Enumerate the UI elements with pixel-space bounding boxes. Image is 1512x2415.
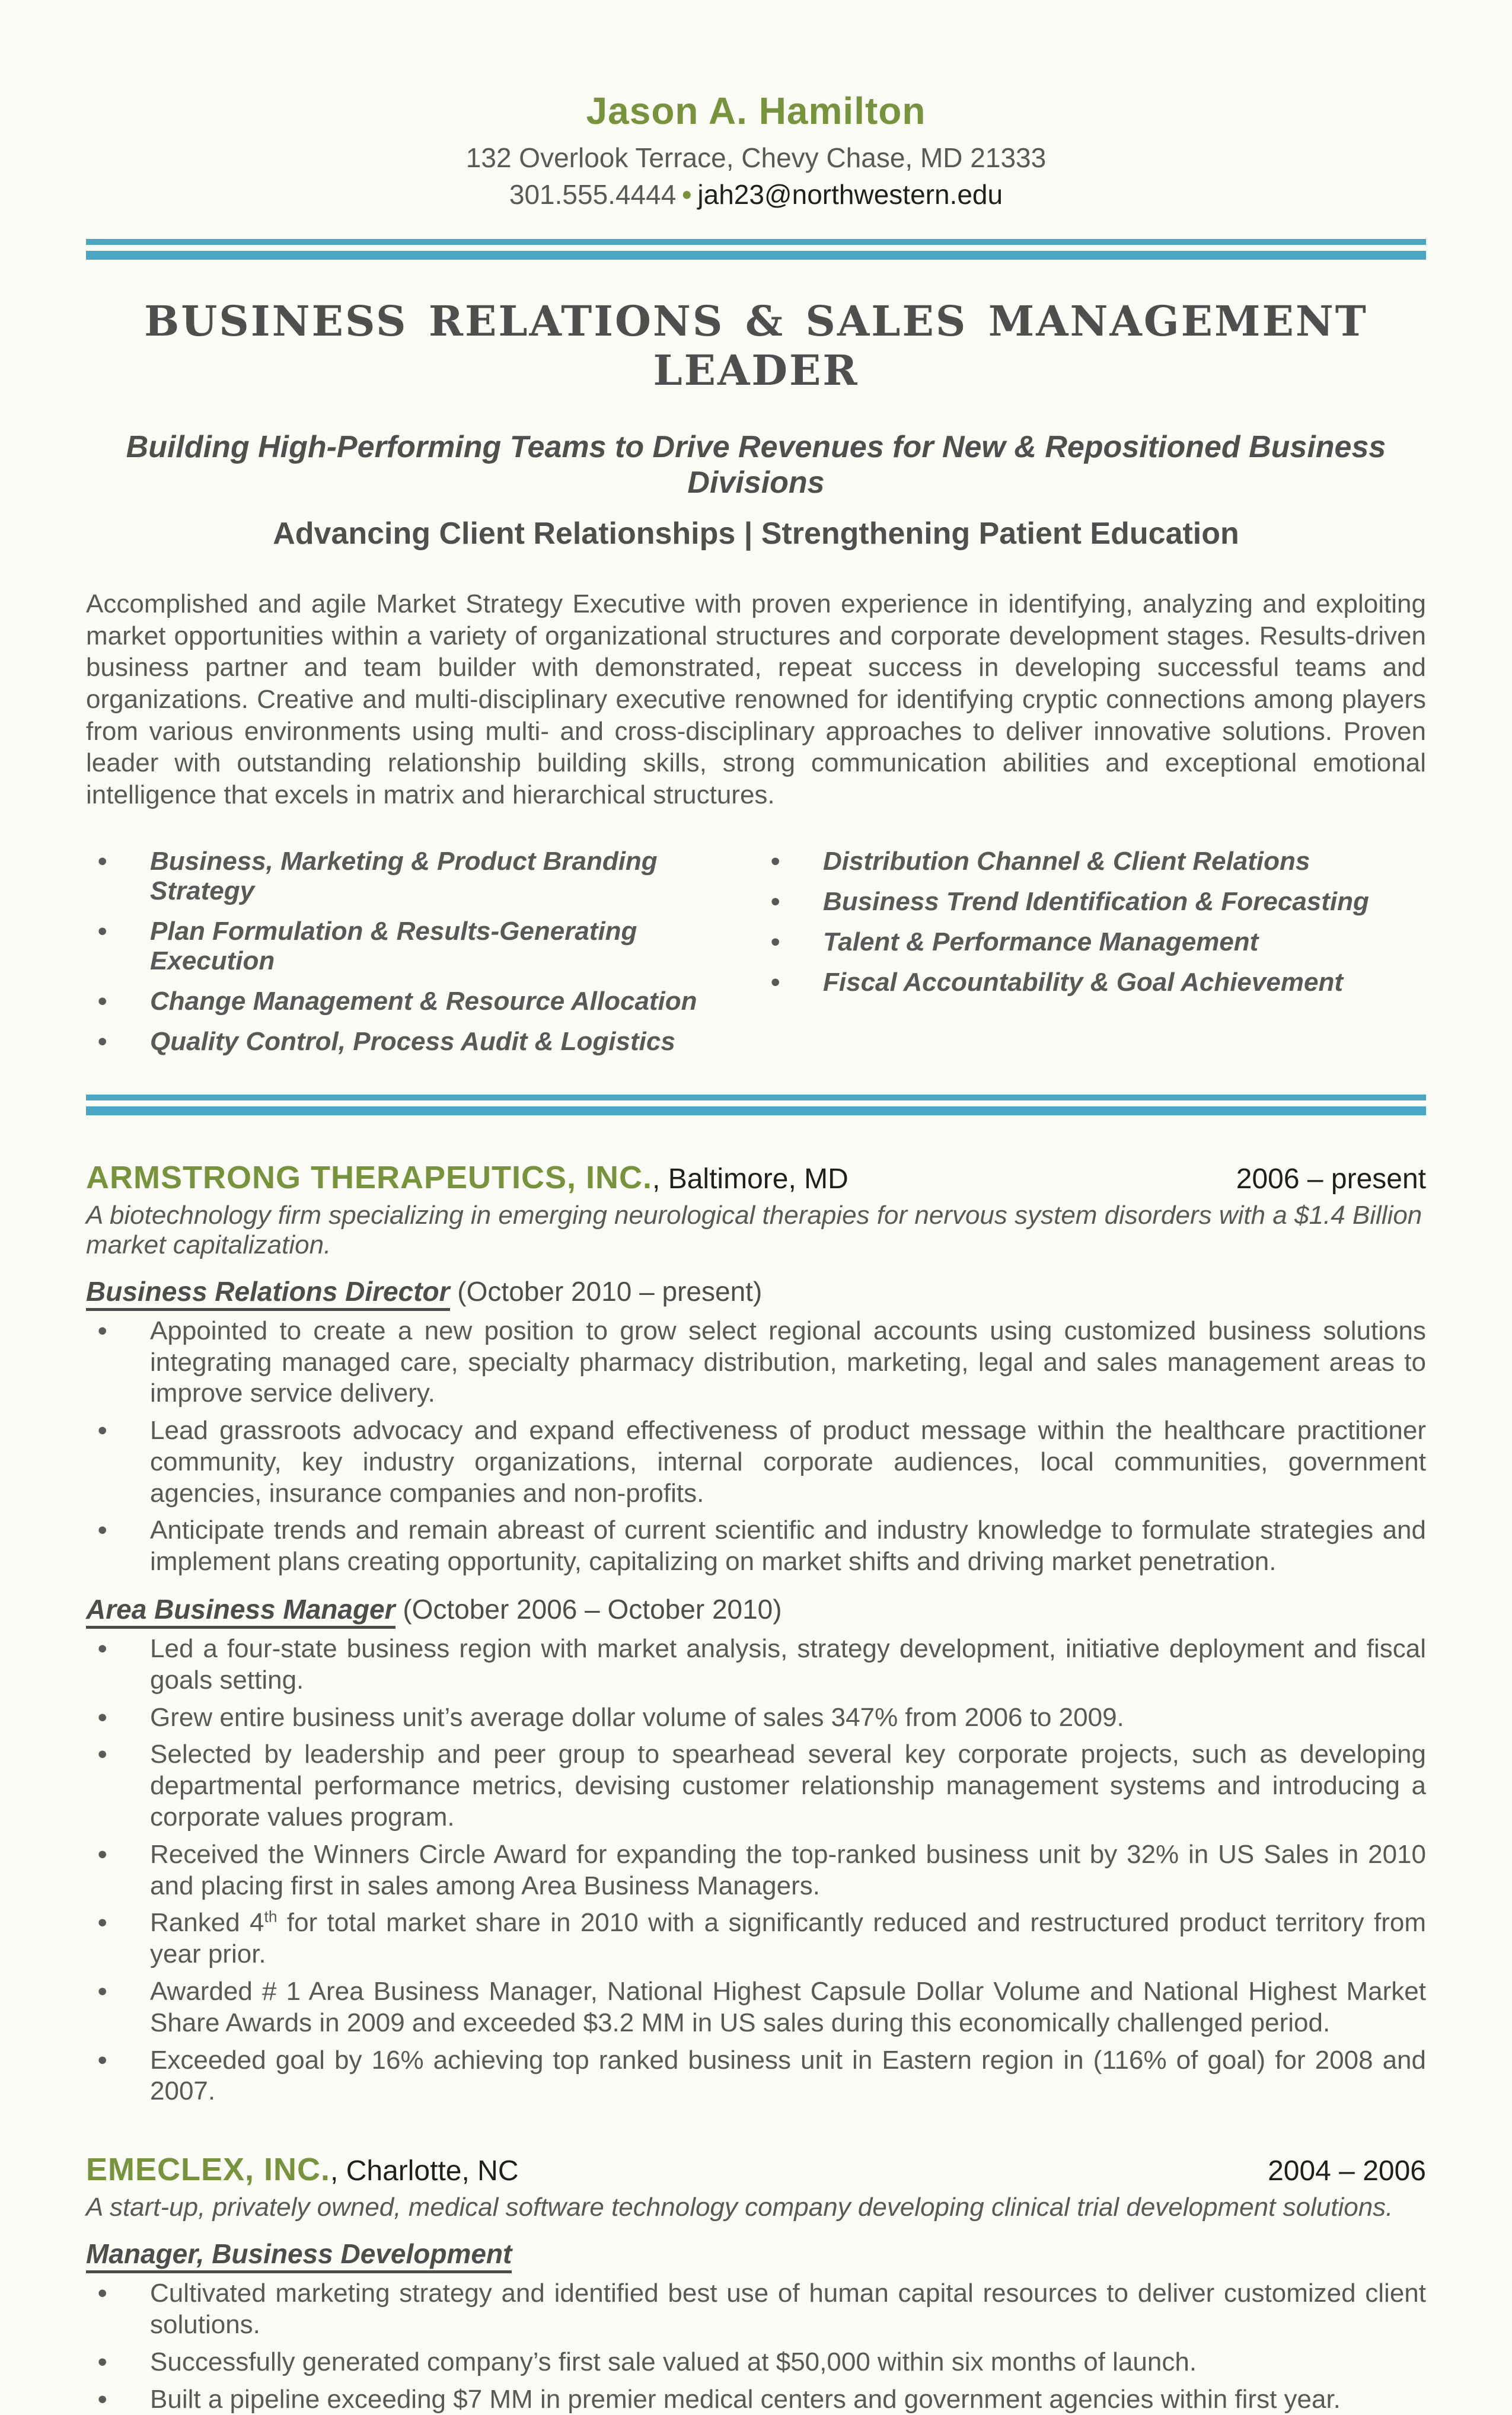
bullet-text: Awarded # 1 Area Business Manager, National Highest Capsule Dollar Volume and National Highest Market Share Awards in 2009 and exceeded $3.2 MM in US sales during this economically challenged period. bbox=[150, 1977, 1426, 2037]
bullet-item bbox=[98, 1976, 1426, 2039]
contact-header bbox=[86, 89, 1426, 212]
divider-gap bbox=[86, 1100, 1426, 1106]
bullet-text: Selected by leadership and peer group to spearhead several key corporate projects, such as developing departmental performance metrics, devising customer relationship management systems and introducing a corporate values program. bbox=[150, 1740, 1426, 1832]
bullet-icon: • bbox=[98, 1416, 107, 1446]
bullet-icon: • bbox=[98, 986, 107, 1016]
competency-label: Talent & Performance Management bbox=[823, 927, 1259, 956]
bullet-item bbox=[98, 2045, 1426, 2108]
job-armstrong-therapeutics bbox=[86, 1159, 1426, 2108]
phone-email-line bbox=[86, 178, 1426, 212]
phone-number: 301.555.4444 bbox=[509, 178, 677, 210]
resume-headline: BUSINESS RELATIONS & SALES MANAGEMENT LEADER bbox=[144, 296, 1368, 395]
bullet-text-rest: for total market share in 2010 with a significantly reduced and restructured product territory from year prior. bbox=[150, 1908, 1427, 1969]
email-address: jah23@northwestern.edu bbox=[697, 178, 1003, 210]
role-header bbox=[86, 2238, 1426, 2270]
company-location: , Charlotte, NC bbox=[330, 2155, 519, 2187]
competencies-left-column bbox=[86, 847, 753, 1067]
role-bullet-list bbox=[86, 1634, 1426, 2107]
role-area-business-manager bbox=[86, 1593, 1426, 2107]
bullet-icon: • bbox=[98, 1839, 107, 1869]
list-item bbox=[771, 968, 1426, 997]
bullet-text: Lead grassroots advocacy and expand effectiveness of product message within the healthcare practitioner community, key industry organizations, internal corporate audiences, local communities, government agencies, insurance companies and non-profits. bbox=[150, 1416, 1426, 1508]
bullet-item bbox=[98, 2278, 1426, 2341]
bullet-item bbox=[98, 1634, 1426, 1696]
role-dates: (October 2010 – present) bbox=[449, 1275, 763, 1307]
bullet-icon: • bbox=[98, 916, 107, 946]
bullet-item bbox=[98, 1515, 1426, 1578]
divider-thin-bar bbox=[86, 1095, 1426, 1100]
competency-label: Business, Marketing & Product Branding Strategy bbox=[150, 846, 658, 905]
bullet-item bbox=[98, 1907, 1426, 1970]
ordinal-superscript: th bbox=[264, 1907, 277, 1926]
bullet-text: Successfully generated company’s first sale valued at $50,000 within six months of launch. bbox=[150, 2347, 1197, 2376]
company-location: , Baltimore, MD bbox=[652, 1163, 848, 1195]
bullet-icon: • bbox=[98, 1908, 107, 1938]
bullet-icon: • bbox=[98, 2045, 107, 2075]
role-title: Area Business Manager bbox=[86, 1594, 395, 1629]
role-dates: (October 2006 – October 2010) bbox=[395, 1594, 782, 1625]
list-item bbox=[98, 1027, 753, 1057]
job-dates: 2006 – present bbox=[1236, 1163, 1426, 1195]
role-business-relations-director bbox=[86, 1275, 1426, 1578]
divider-middle bbox=[86, 1095, 1426, 1115]
role-manager-business-development bbox=[86, 2238, 1426, 2415]
bullet-icon: • bbox=[98, 2279, 107, 2308]
bullet-icon: • bbox=[771, 846, 780, 876]
tagline-italic: Building High-Performing Teams to Drive Revenues for New & Repositioned Business Divisions bbox=[126, 430, 1386, 500]
bullet-icon: • bbox=[98, 2384, 107, 2414]
company-description: A start-up, privately owned, medical software technology company developing clinical trial development solutions. bbox=[86, 2193, 1393, 2222]
bullet-icon: • bbox=[98, 1316, 107, 1345]
bullet-item bbox=[98, 1839, 1426, 1902]
job-header bbox=[86, 2151, 1426, 2188]
list-item bbox=[98, 847, 753, 906]
list-item bbox=[771, 927, 1426, 957]
divider-thick-bar bbox=[86, 1106, 1426, 1115]
bullet-icon: • bbox=[98, 1634, 107, 1664]
bullet-item bbox=[98, 1702, 1426, 1734]
job-dates: 2004 – 2006 bbox=[1268, 2155, 1426, 2187]
dot-separator-icon: • bbox=[682, 178, 692, 210]
bullet-text: Anticipate trends and remain abreast of current scientific and industry knowledge to formulate strategies and implement plans creating opportunity, capitalizing on market shifts and driving market penetration. bbox=[150, 1516, 1426, 1577]
bullet-icon: • bbox=[98, 1516, 107, 1545]
competency-label: Change Management & Resource Allocation bbox=[150, 986, 697, 1016]
bullet-icon: • bbox=[98, 1026, 107, 1056]
bullet-icon: • bbox=[98, 1702, 107, 1732]
bullet-text: Received the Winners Circle Award for expanding the top-ranked business unit by 32% in US Sales in 2010 and placing first in sales among Area Business Managers. bbox=[150, 1839, 1426, 1900]
company-description: A biotechnology firm specializing in emerging neurological therapies for nervous system disorders with a $1.4 Billion market capitalization. bbox=[86, 1200, 1422, 1259]
role-bullet-list bbox=[86, 2278, 1426, 2415]
bullet-icon: • bbox=[771, 967, 780, 997]
bullet-text-prefix: Ranked 4 bbox=[150, 1908, 264, 1938]
bullet-text: Grew entire business unit’s average dollar volume of sales 347% from 2006 to 2009. bbox=[150, 1702, 1124, 1732]
company-name: ARMSTRONG THERAPEUTICS, INC. bbox=[86, 1159, 653, 1195]
competency-label: Fiscal Accountability & Goal Achievement bbox=[823, 967, 1343, 997]
summary-paragraph: Accomplished and agile Market Strategy Executive with proven experience in identifying, analyzing and exploiting market opportunities within a variety of organizational structures and corporate development stages. Results-driven business partner and team builder with demonstrated, repeat success in developing successful teams and organizations. Creative and multi-disciplinary executive renowned for identifying cryptic connections among players from various environments using multi- and cross-disciplinary approaches to deliver innovative solutions. Proven leader with outstanding relationship building skills, strong communication abilities and exceptional emotional intelligence that excels in matrix and hierarchical structures. bbox=[86, 589, 1426, 810]
role-header bbox=[86, 1593, 1426, 1625]
job-header bbox=[86, 1159, 1426, 1196]
bullet-item bbox=[98, 1739, 1426, 1833]
bullet-text bbox=[150, 1907, 1426, 1970]
bullet-text: Led a four-state business region with market analysis, strategy development, initiative deployment and fiscal goals setting. bbox=[150, 1634, 1426, 1695]
bullet-icon: • bbox=[98, 846, 107, 876]
role-title: Manager, Business Development bbox=[86, 2238, 512, 2273]
candidate-name: Jason A. Hamilton bbox=[586, 90, 926, 132]
bullet-text: Appointed to create a new position to grow select regional accounts using customized business solutions integrating managed care, specialty pharmacy distribution, marketing, legal and sales management areas to improve service delivery. bbox=[150, 1316, 1426, 1408]
divider-gap bbox=[86, 245, 1426, 251]
job-emeclex bbox=[86, 2151, 1426, 2415]
bullet-icon: • bbox=[771, 886, 780, 916]
bullet-icon: • bbox=[98, 1977, 107, 2006]
competency-label: Distribution Channel & Client Relations bbox=[823, 846, 1310, 876]
bullet-icon: • bbox=[98, 2347, 107, 2376]
bullet-icon: • bbox=[98, 1740, 107, 1769]
bullet-item bbox=[98, 1415, 1426, 1509]
divider-thin-bar bbox=[86, 239, 1426, 245]
competency-label: Business Trend Identification & Forecasting bbox=[823, 886, 1369, 916]
divider-thick-bar bbox=[86, 251, 1426, 260]
company-name: EMECLEX, INC. bbox=[86, 2152, 331, 2188]
tagline-bold: Advancing Client Relationships | Strengthening Patient Education bbox=[273, 516, 1239, 551]
competencies-right-column bbox=[753, 847, 1426, 1067]
bullet-text: Built a pipeline exceeding $7 MM in premier medical centers and government agencies within first year. bbox=[150, 2384, 1341, 2414]
bullet-text: Cultivated marketing strategy and identified best use of human capital resources to deliver customized client solutions. bbox=[150, 2279, 1426, 2340]
list-item bbox=[98, 917, 753, 976]
role-title: Business Relations Director bbox=[86, 1276, 450, 1311]
list-item bbox=[771, 887, 1426, 917]
bullet-item bbox=[98, 2347, 1426, 2378]
role-bullet-list bbox=[86, 1316, 1426, 1578]
address-line: 132 Overlook Terrace, Chevy Chase, MD 21333 bbox=[465, 142, 1047, 173]
role-header bbox=[86, 1275, 1426, 1307]
list-item bbox=[771, 847, 1426, 876]
competency-label: Quality Control, Process Audit & Logistics bbox=[150, 1026, 675, 1056]
competencies-section bbox=[86, 847, 1426, 1067]
bullet-item bbox=[98, 1316, 1426, 1409]
bullet-icon: • bbox=[771, 927, 780, 956]
divider-top bbox=[86, 239, 1426, 260]
competency-label: Plan Formulation & Results-Generating Execution bbox=[150, 916, 637, 975]
bullet-item bbox=[98, 2384, 1426, 2415]
bullet-text: Exceeded goal by 16% achieving top ranked business unit in Eastern region in (116% of goal) for 2008 and 2007. bbox=[150, 2045, 1426, 2106]
list-item bbox=[98, 987, 753, 1016]
